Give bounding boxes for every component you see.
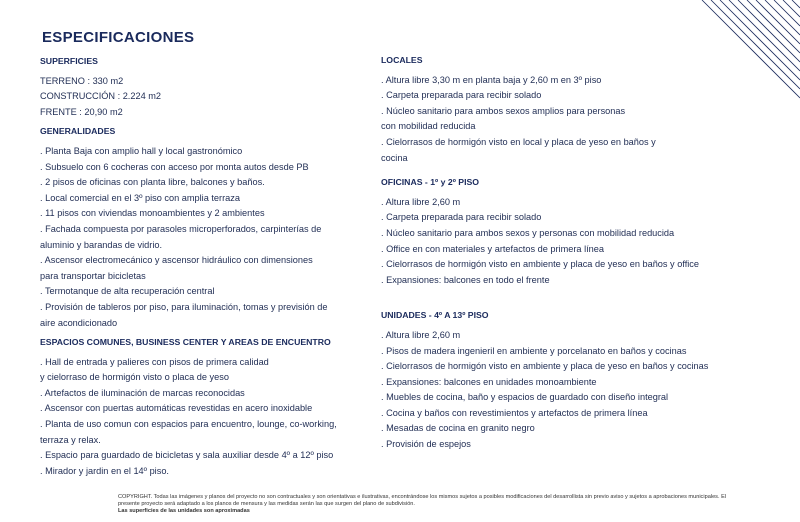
list-item: . Ascensor con puertas automáticas revestidas en acero inoxidable: [40, 403, 313, 414]
superficie-item: TERRENO : 330 m2: [40, 75, 124, 86]
list-item: . Local comercial en el 3º piso con amplia terraza: [40, 192, 240, 203]
list-item: . Cocina y baños con revestimientos y artefactos de primera línea: [381, 407, 648, 418]
list-item: . Planta de uso comun con espacios para encuentro, lounge, co-working,: [40, 419, 337, 430]
list-item: . Subsuelo con 6 cocheras con acceso por monta autos desde PB: [40, 161, 309, 172]
superficies-list: [40, 74, 370, 121]
list-item: . Office en con materiales y artefactos de primera línea: [381, 243, 604, 254]
list-item: . Altura libre 3,30 m en planta baja y 2,60 m en 3º piso: [381, 74, 602, 85]
list-item: . Núcleo sanitario para ambos sexos amplios para personas: [381, 105, 626, 116]
list-item: terraza y relax.: [40, 434, 101, 445]
left-column: [40, 54, 370, 479]
list-item: . Muebles de cocina, baño y espacios de guardado con diseño integral: [381, 392, 669, 403]
right-column: [381, 53, 721, 453]
list-item: . Expansiones: balcones en todo el frente: [381, 274, 550, 285]
list-item: . Planta Baja con amplio hall y local gastronómico: [40, 145, 243, 156]
list-item: aire acondicionado: [40, 317, 118, 328]
list-item: . Altura libre 2,60 m: [381, 329, 461, 340]
list-item: . Carpeta preparada para recibir solado: [381, 212, 542, 223]
espacios-heading: ESPACIOS COMUNES, BUSINESS CENTER Y AREAS DE ENCUENTRO: [40, 337, 331, 348]
list-item: . Fachada compuesta por parasoles microperforados, carpinterías de: [40, 223, 322, 234]
espacios-list: [40, 355, 370, 480]
superficies-heading: SUPERFICIES: [40, 56, 98, 66]
list-item: . 2 pisos de oficinas con planta libre, balcones y baños.: [40, 177, 265, 188]
deco-line: [792, 0, 800, 8]
page-title: ESPECIFICACIONES: [42, 29, 195, 46]
list-item: . Mirador y jardin en el 14º piso.: [40, 465, 169, 476]
list-item: cocina: [381, 152, 408, 163]
generalidades-list: [40, 144, 370, 331]
oficinas-list: [381, 195, 721, 289]
list-item: . Termotanque de alta recuperación central: [40, 286, 215, 297]
unidades-list: [381, 328, 721, 453]
deco-line: [783, 0, 800, 17]
list-item: . Carpeta preparada para recibir solado: [381, 90, 542, 101]
list-item: . Pisos de madera ingenieril en ambiente y porcelanato en baños y cocinas: [381, 345, 687, 356]
list-item: . Cielorrasos de hormigón visto en ambiente y placa de yeso en baños y cocinas: [381, 361, 709, 372]
locales-list: [381, 73, 721, 167]
deco-line: [729, 0, 800, 71]
list-item: aluminio y barandas de vidrio.: [40, 239, 163, 250]
list-item: . Altura libre 2,60 m: [381, 196, 461, 207]
list-item: . Ascensor electromecánico y ascensor hidráulico con dimensiones: [40, 255, 313, 266]
list-item: y cielorraso de hormigón visto o placa de yeso: [40, 372, 229, 383]
list-item: . Espacio para guardado de bicicletas y sala auxiliar desde 4º a 12º piso: [40, 450, 334, 461]
list-item: . Mesadas de cocina en granito negro: [381, 423, 535, 434]
list-item: para transportar bicicletas: [40, 270, 146, 281]
copyright-footer: [118, 494, 738, 516]
superficie-item: CONSTRUCCIÓN : 2.224 m2: [40, 91, 161, 102]
copyright-text: COPYRIGHT. Todas las imágenes y planos del proyecto no son contractuales y son orientativas e ilustrativas, encontrándose los mismos sujetos a posibles modificaciones del desarrollista sin previo aviso y sujetos a aprobaciones municipales. El presente proyecto será adaptado a los planos de mensura y las medidas serán las que surgen del plano de subdivisión.: [118, 494, 727, 508]
list-item: . Expansiones: balcones en unidades monoambiente: [381, 376, 597, 387]
list-item: . Núcleo sanitario para ambos sexos y personas con mobilidad reducida: [381, 227, 675, 238]
locales-heading: LOCALES: [381, 55, 423, 65]
generalidades-heading: GENERALIDADES: [40, 126, 116, 137]
list-item: . 11 pisos con viviendas monoambientes y 2 ambientes: [40, 208, 265, 219]
unidades-heading: UNIDADES - 4º A 13º PISO: [381, 310, 489, 321]
deco-line: [738, 0, 800, 62]
deco-line: [720, 0, 800, 80]
deco-line: [756, 0, 800, 44]
list-item: . Provisión de tableros por piso, para iluminación, tomas y previsión de: [40, 301, 328, 312]
list-item: . Cielorrasos de hormigón visto en ambiente y placa de yeso en baños y office: [381, 259, 700, 270]
list-item: . Artefactos de iluminación de marcas reconocidas: [40, 387, 245, 398]
list-item: . Provisión de espejos: [381, 439, 471, 450]
approximate-note: Las superficies de las unidades son aproximadas: [118, 508, 250, 515]
list-item: . Hall de entrada y palieres con pisos de primera calidad: [40, 356, 269, 367]
oficinas-heading: OFICINAS - 1º y 2º PISO: [381, 177, 480, 188]
deco-line: [765, 0, 800, 35]
list-item: con mobilidad reducida: [381, 121, 476, 132]
deco-line: [711, 0, 800, 89]
list-item: . Cielorrasos de hormigón visto en local y placa de yeso en baños y: [381, 136, 656, 147]
superficie-item: FRENTE : 20,90 m2: [40, 106, 123, 117]
